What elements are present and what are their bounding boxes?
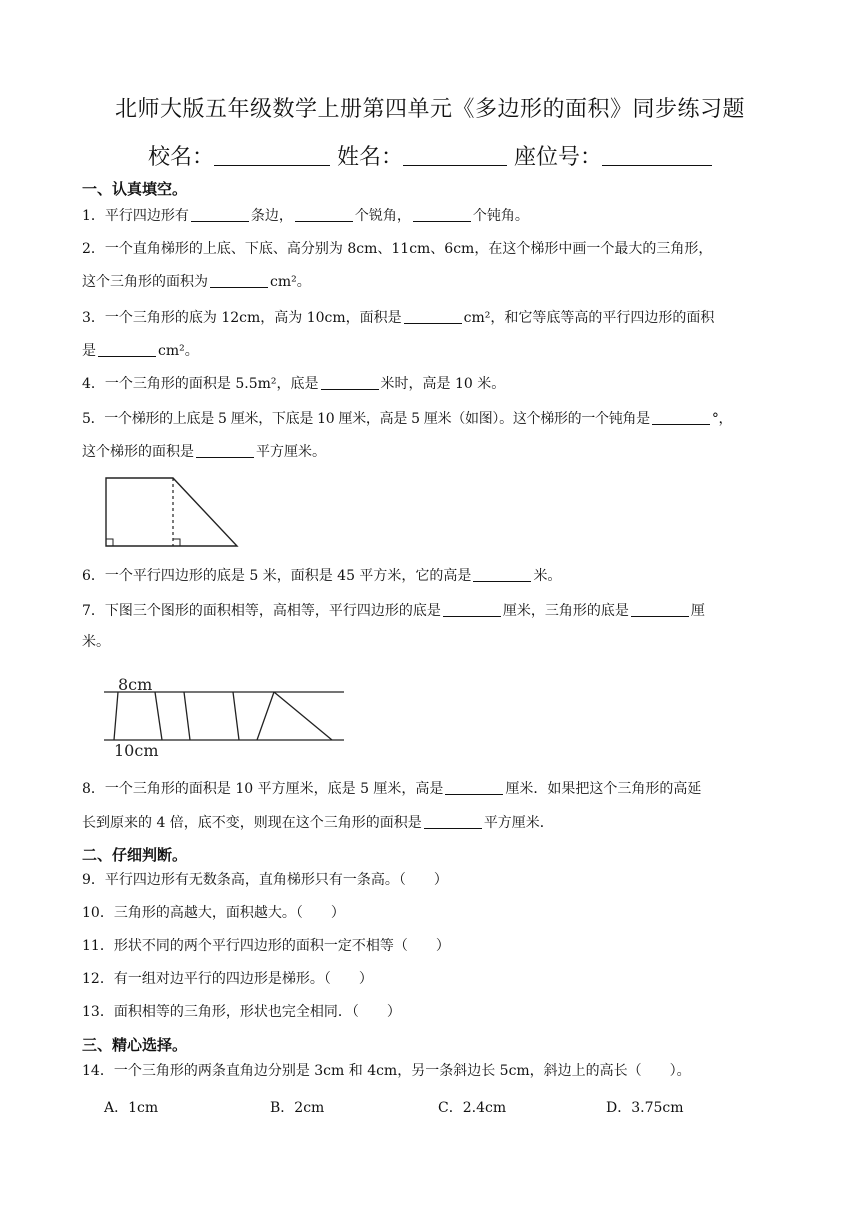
- question-9: 9．平行四边形有无数条高，直角梯形只有一条高。（ ）: [82, 872, 448, 888]
- q5-blank-2[interactable]: [196, 441, 254, 458]
- q1-blank-1[interactable]: [191, 205, 249, 222]
- question-8: [82, 774, 782, 804]
- q1-text-c: 个锐角，: [354, 208, 411, 224]
- q2-text-a: 2．一个直角梯形的上底、下底、高分别为 8cm、11cm、6cm，在这个梯形中画一个最大的三角形，: [82, 241, 713, 257]
- triangle-left-edge: [257, 692, 274, 740]
- question-5-cont: [82, 437, 326, 467]
- q6-text-a: 6．一个平行四边形的底是 5 米，面积是 45 平方米，它的高是: [82, 568, 472, 584]
- section-fill-in: 一、认真填空。: [82, 180, 188, 198]
- q7-text-b: 厘米，三角形的底是: [502, 603, 629, 619]
- question-7: [82, 596, 782, 626]
- choice-d[interactable]: D．3.75cm: [606, 1100, 684, 1116]
- question-2: [82, 234, 782, 264]
- name-field[interactable]: [403, 145, 507, 166]
- q2-blank[interactable]: [210, 271, 268, 288]
- question-12: 12．有一组对边平行的四边形是梯形。（ ）: [82, 971, 373, 987]
- question-1: [82, 201, 782, 231]
- choice-b[interactable]: B．2cm: [270, 1100, 325, 1116]
- school-label: 校名：: [147, 145, 214, 170]
- q8-text-b: 厘米．如果把这个三角形的高延: [505, 781, 702, 797]
- q1-blank-2[interactable]: [295, 205, 353, 222]
- q7-blank-1[interactable]: [443, 600, 501, 617]
- choice-a[interactable]: A．1cm: [104, 1100, 159, 1116]
- trapezoid-figure: [100, 472, 245, 552]
- q5-blank-1[interactable]: [652, 408, 710, 425]
- q5-text-c: 这个梯形的面积是: [82, 444, 194, 460]
- q7-text-a: 7．下图三个图形的面积相等，高相等，平行四边形的底是: [82, 603, 441, 619]
- question-4: [82, 369, 782, 399]
- question-2-cont: [82, 267, 311, 297]
- label-10cm: 10cm: [114, 741, 159, 760]
- q4-text-b: 米时，高是 10 米。: [380, 376, 506, 392]
- q1-text-a: 1．平行四边形有: [82, 208, 189, 224]
- q1-blank-3[interactable]: [413, 205, 471, 222]
- name-label: 姓名：: [336, 145, 403, 170]
- q1-text-b: 条边，: [250, 208, 293, 224]
- q5-text-b: °，: [711, 411, 733, 427]
- right-angle-mark-left: [106, 539, 113, 546]
- choice-c[interactable]: C．2.4cm: [438, 1100, 507, 1116]
- q4-blank[interactable]: [321, 373, 379, 390]
- question-3-cont: [82, 336, 199, 366]
- trapezoid-left-edge: [114, 692, 118, 740]
- seat-label: 座位号：: [514, 145, 603, 170]
- question-8-cont: [82, 808, 554, 838]
- q4-text-a: 4．一个三角形的面积是 5.5m²，底是: [82, 376, 319, 392]
- question-11: 11．形状不同的两个平行四边形的面积一定不相等（ ）: [82, 938, 450, 954]
- q3-blank-1[interactable]: [404, 307, 462, 324]
- equal-area-shapes-figure: [100, 672, 350, 764]
- q8-text-c: 长到原来的 4 倍，底不变，则现在这个三角形的面积是: [82, 815, 422, 831]
- q3-text-b: cm²，和它等底等高的平行四边形的面积: [463, 310, 715, 326]
- q6-blank[interactable]: [473, 565, 531, 582]
- question-14: 14．一个三角形的两条直角边分别是 3cm 和 4cm，另一条斜边长 5cm，斜边上的高长（ ）。: [82, 1063, 691, 1079]
- q8-text-a: 8．一个三角形的面积是 10 平方厘米，底是 5 厘米，高是: [82, 781, 444, 797]
- student-info-line: [0, 140, 860, 171]
- parallelogram-right-edge: [233, 692, 239, 740]
- section-choice: 三、精心选择。: [82, 1036, 188, 1054]
- question-5: [82, 404, 782, 434]
- q3-text-a: 3．一个三角形的底为 12cm，高为 10cm，面积是: [82, 310, 402, 326]
- section-judgment: 二、仔细判断。: [82, 846, 188, 864]
- parallelogram-left-edge: [184, 692, 190, 740]
- trapezoid-right-edge: [155, 692, 162, 740]
- q3-text-c: 是: [82, 343, 96, 359]
- question-3: [82, 303, 782, 333]
- q6-text-b: 米。: [533, 568, 562, 584]
- q7-text-c: 厘: [690, 603, 705, 619]
- q1-text-d: 个钝角。: [472, 208, 529, 224]
- trapezoid-shape: [106, 478, 237, 546]
- q7-blank-2[interactable]: [631, 600, 689, 617]
- school-field[interactable]: [214, 145, 330, 166]
- q5-text-d: 平方厘米。: [256, 444, 326, 460]
- triangle-right-edge: [274, 692, 332, 740]
- q2-text-b: 这个三角形的面积为: [82, 274, 208, 290]
- label-8cm: 8cm: [118, 675, 153, 694]
- q3-blank-2[interactable]: [98, 340, 156, 357]
- question-6: [82, 561, 782, 591]
- question-7-cont: [82, 627, 110, 657]
- q5-text-a: 5．一个梯形的上底是 5 厘米，下底是 10 厘米，高是 5 厘米（如图）。这个梯形的一个钝角是: [82, 411, 650, 427]
- q7-text-d: 米。: [82, 634, 110, 650]
- right-angle-mark-foot: [173, 539, 180, 546]
- question-10: 10．三角形的高越大，面积越大。（ ）: [82, 905, 345, 921]
- q8-blank-2[interactable]: [424, 812, 482, 829]
- q3-text-d: cm²。: [158, 343, 199, 359]
- seat-field[interactable]: [602, 145, 712, 166]
- question-13: 13．面积相等的三角形，形状也完全相同．（ ）: [82, 1004, 401, 1020]
- page-title: 北师大版五年级数学上册第四单元《多边形的面积》同步练习题: [114, 97, 745, 122]
- q8-text-d: 平方厘米．: [483, 815, 554, 831]
- q8-blank-1[interactable]: [445, 778, 503, 795]
- q2-text-c: cm²。: [270, 274, 311, 290]
